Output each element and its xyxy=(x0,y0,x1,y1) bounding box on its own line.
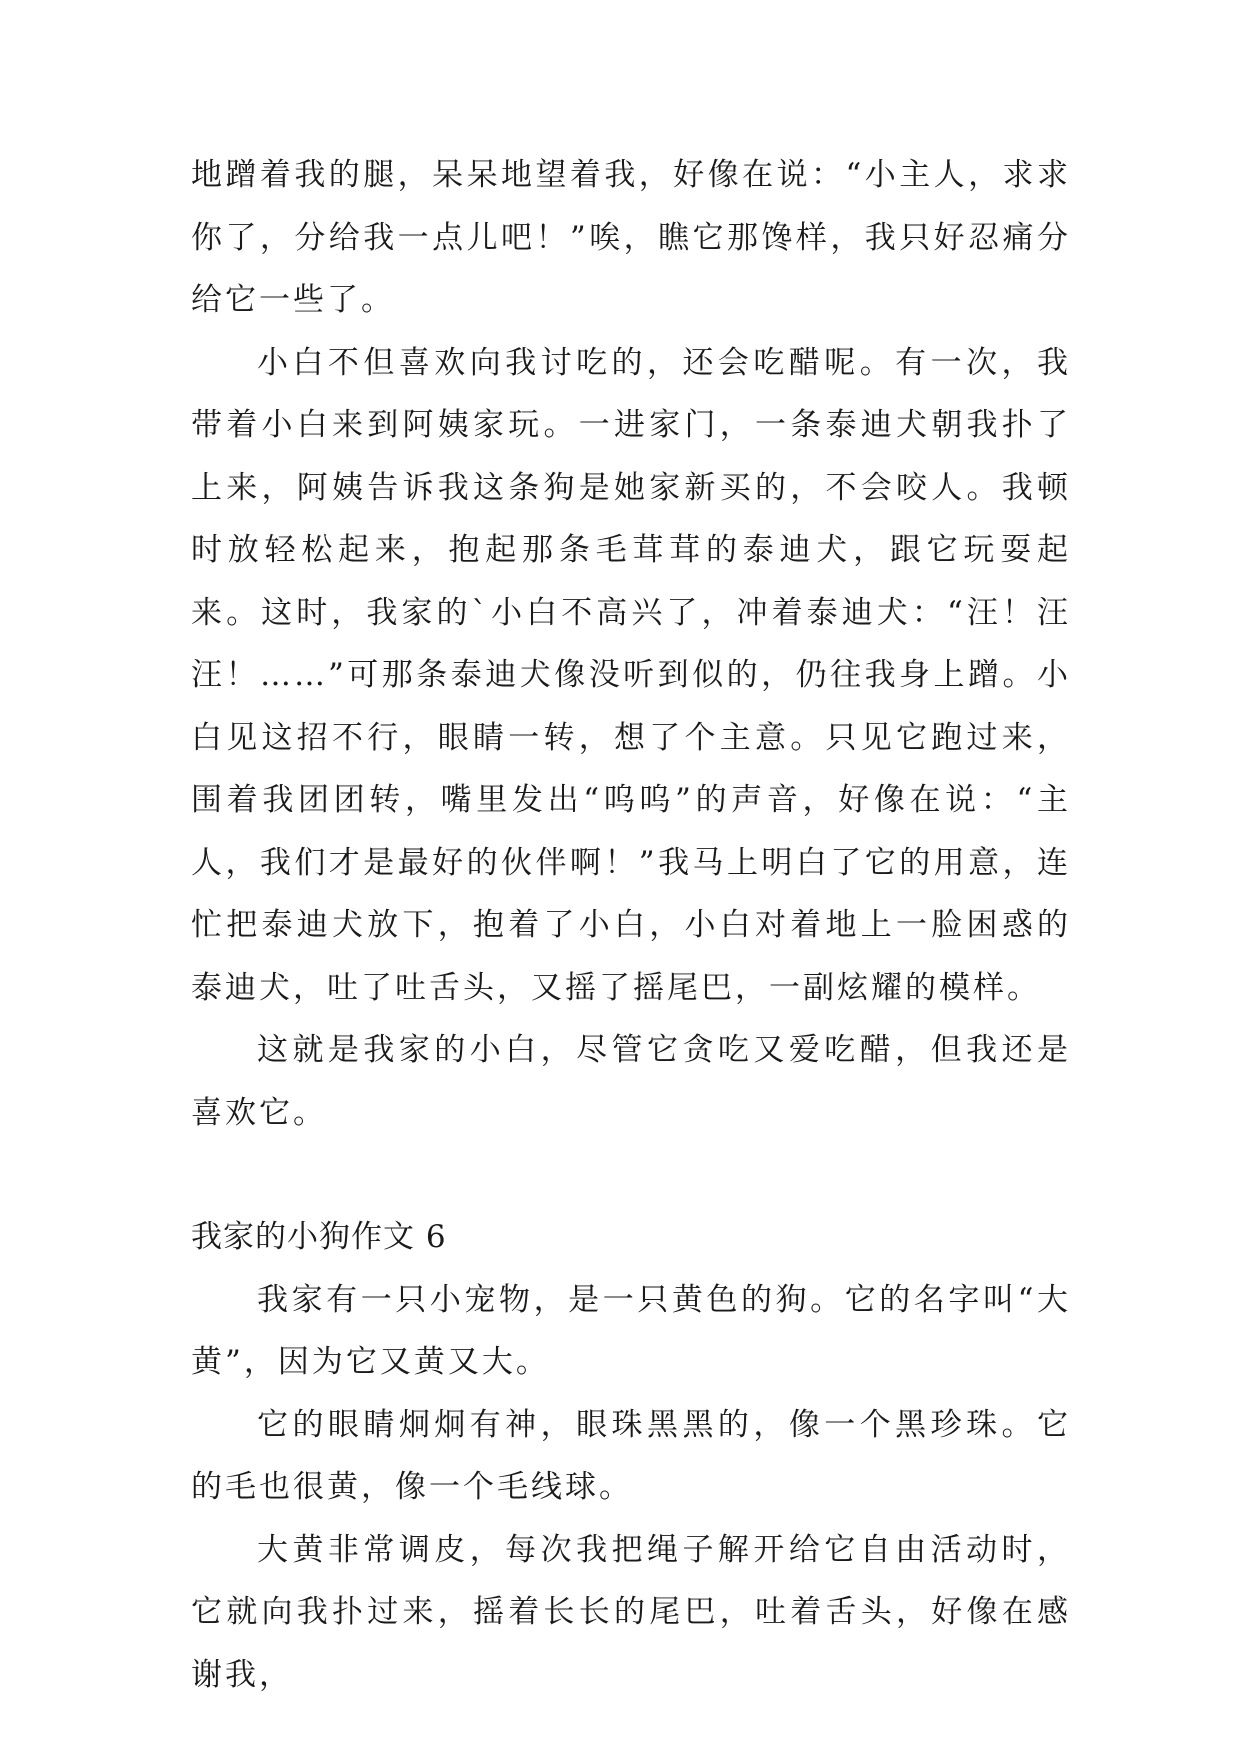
section-title: 我家的小狗作文 6 xyxy=(191,1219,447,1255)
document-page xyxy=(191,144,1071,1706)
paragraph-playful: 大黄非常调皮，每次我把绳子解开给它自由活动时，它就向我扑过来，摇着长长的尾巴，吐着舌头，好像在感谢我， xyxy=(191,1531,1071,1693)
paragraph-continuation: 地蹭着我的腿，呆呆地望着我，好像在说：“小主人，求求你了，分给我一点儿吧！”唉，瞧它那馋样，我只好忍痛分给它一些了。 xyxy=(191,157,1071,318)
paragraph-jealous-story: 小白不但喜欢向我讨吃的，还会吃醋呢。有一次，我带着小白来到阿姨家玩。一进家门，一条泰迪犬朝我扑了上来，阿姨告诉我这条狗是她家新买的，不会咬人。我顿时放轻松起来，抱起那条毛茸茸的泰迪犬，跟它玩耍起来。这时，我家的`小白不高兴了，冲着泰迪犬：“汪！汪汪！……”可那条泰迪犬像没听到似的，仍往我身上蹭。小白见这招不行，眼睛一转，想了个主意。只见它跑过来，围着我团团转，嘴里发出“呜呜”的声音，好像在说：“主人，我们才是最好的伙伴啊！”我马上明白了它的用意，连忙把泰迪犬放下，抱着了小白，小白对着地上一脸困惑的泰迪犬，吐了吐舌头，又摇了摇尾巴，一副炫耀的模样。 xyxy=(191,344,1071,1006)
paragraph-intro-dahuang: 我家有一只小宠物，是一只黄色的狗。它的名字叫“大黄”，因为它又黄又大。 xyxy=(191,1281,1071,1380)
paragraph-appearance: 它的眼睛炯炯有神，眼珠黑黑的，像一个黑珍珠。它的毛也很黄，像一个毛线球。 xyxy=(191,1406,1071,1505)
paragraph-conclusion: 这就是我家的小白，尽管它贪吃又爱吃醋，但我还是喜欢它。 xyxy=(191,1032,1071,1131)
